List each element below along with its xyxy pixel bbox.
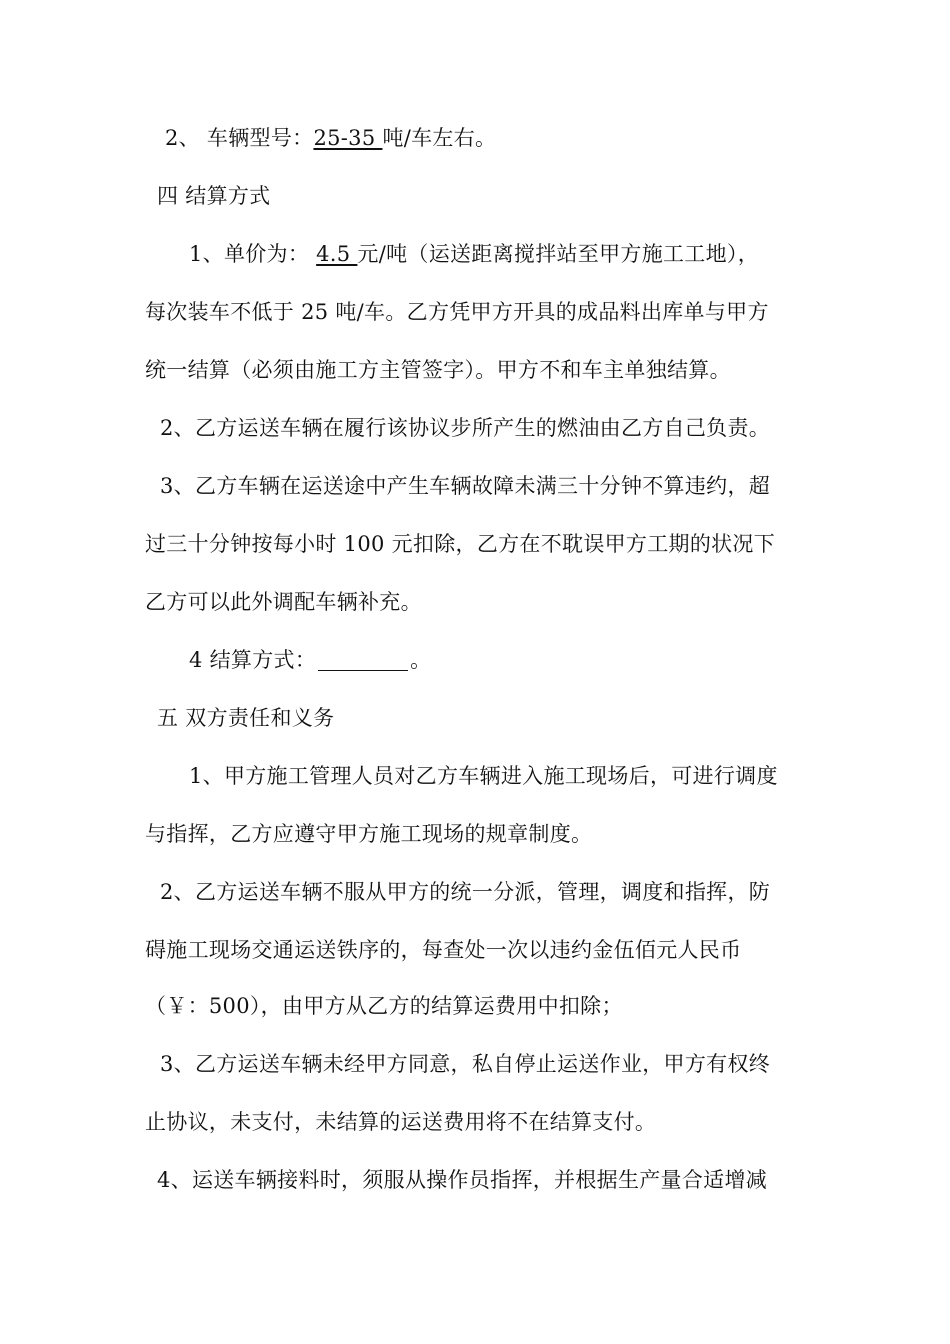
- paragraph-line: 止协议，未支付，未结算的运送费用将不在结算支付。: [145, 1110, 657, 1134]
- section-heading-responsibilities: 五 双方责任和义务: [157, 706, 335, 730]
- settlement-method-line: [189, 645, 431, 675]
- paragraph-line: 1、甲方施工管理人员对乙方车辆进入施工现场后，可进行调度: [189, 764, 778, 788]
- paragraph-line: 碍施工现场交通运送铁序的，每查处一次以违约金伍佰元人民币: [145, 938, 742, 962]
- vehicle-model-value: 25-35: [313, 126, 383, 150]
- paragraph-line: 3、乙方运送车辆未经甲方同意，私自停止运送作业，甲方有权终: [160, 1052, 771, 1076]
- paragraph-line: 2、乙方运送车辆不服从甲方的统一分派，管理，调度和指挥，防: [160, 880, 771, 904]
- paragraph-line: 统一结算（必须由施工方主管签字）。甲方不和车主单独结算。: [145, 358, 731, 382]
- paragraph-line: 4、运送车辆接料时，须服从操作员指挥，并根据生产量合适增减: [157, 1168, 768, 1192]
- paragraph-line: 每次装车不低于 25 吨/车。乙方凭甲方开具的成品料出库单与甲方: [145, 300, 769, 324]
- unit-price-value: 4.5: [316, 242, 358, 266]
- settlement-method-blank: [318, 648, 408, 671]
- unit-price-line: [189, 239, 759, 269]
- settlement-method-end: 。: [410, 648, 432, 672]
- unit-price-label: 1、单价为：: [189, 242, 317, 266]
- vehicle-model-line: [165, 123, 496, 153]
- vehicle-model-label: 2、 车辆型号：: [165, 126, 314, 150]
- paragraph-line: 2、乙方运送车辆在履行该协议步所产生的燃油由乙方自己负责。: [160, 416, 771, 440]
- paragraph-line: （￥：500），由甲方从乙方的结算运费用中扣除；: [145, 994, 623, 1018]
- vehicle-model-unit: 吨/车左右。: [382, 126, 497, 150]
- unit-price-unit: 元/吨（运送距离搅拌站至甲方施工工地），: [357, 242, 759, 266]
- paragraph-line: 3、乙方车辆在运送途中产生车辆故障未满三十分钟不算违约，超: [160, 474, 771, 498]
- paragraph-line: 乙方可以此外调配车辆补充。: [145, 590, 422, 614]
- paragraph-line: 与指挥，乙方应遵守甲方施工现场的规章制度。: [145, 822, 593, 846]
- settlement-method-label: 4 结算方式：: [189, 648, 317, 672]
- section-heading-settlement: 四 结算方式: [157, 184, 271, 208]
- paragraph-line: 过三十分钟按每小时 100 元扣除，乙方在不耽误甲方工期的状况下: [145, 532, 776, 556]
